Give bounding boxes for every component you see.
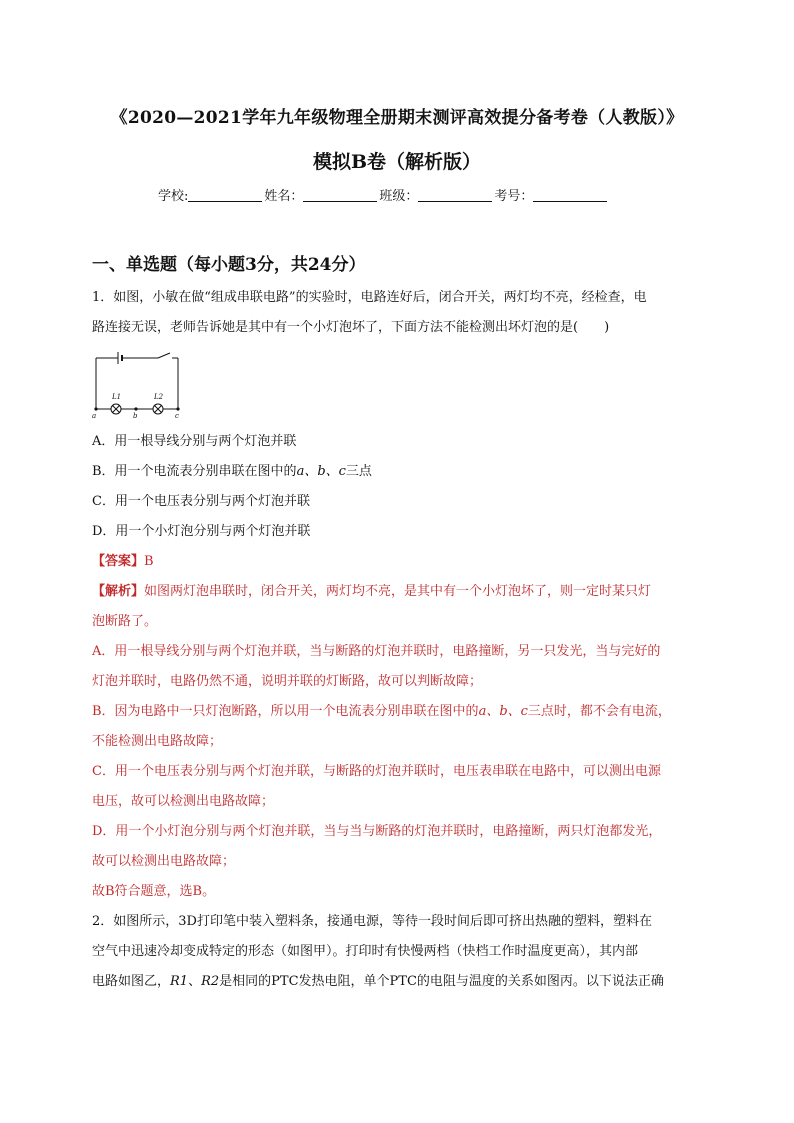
q2-line2: 空气中迅速冷却变成特定的形态（如图甲）。打印时有快慢两档（快档工作时温度更高），其内部: [92, 944, 639, 959]
q1-stem-line: 路连接无误，老师告诉她是其中有一个小灯泡坏了，下面方法不能检测出坏灯泡的是( ): [92, 320, 610, 335]
switch-blade: [158, 353, 170, 358]
q2-line3: [92, 967, 702, 997]
q2-line3-text-end: 是相同的PTC发热电阻，单个PTC的电阻与温度的关系如图丙。以下说法正确: [219, 974, 664, 989]
explain-a-line1: A．用一根导线分别与两个灯泡并联，当与断路的灯泡并联时，电路撞断，另一只发光，当与完好的: [92, 644, 661, 659]
q1-options: [92, 427, 702, 997]
answer-value: B: [144, 554, 154, 569]
explain-b-line2: 不能检测出电路故障；: [92, 734, 223, 749]
analysis-tag: 【解析】: [92, 584, 145, 599]
student-info-row: [158, 185, 609, 204]
school-label: 学校:: [158, 189, 189, 204]
option-d: D．用一个小灯泡分别与两个灯泡并联: [92, 524, 311, 539]
option-b-text: B．用一个电流表分别串联在图中的: [92, 464, 297, 479]
r1-symbol: R1: [170, 974, 189, 989]
node-a: [94, 407, 97, 410]
circuit-diagram: [90, 348, 190, 420]
option-c: C．用一个电压表分别与两个灯泡并联: [92, 494, 310, 509]
conclusion: 故B符合题意，选B。: [92, 884, 216, 899]
explain-b-line1: [92, 697, 702, 727]
q1-stem-line: 1．如图，小敏在做“组成串联电路”的实验时，电路连好后，闭合开关，两灯均不亮，经检查，电: [92, 290, 647, 305]
explain-c-line2: 电压，故可以检测出电路故障；: [92, 794, 275, 809]
explain-b-vars: a、b、c: [478, 704, 528, 719]
name-label: 姓名：: [264, 189, 304, 204]
name-blank: [303, 188, 377, 202]
explain-d-line1: D．用一个小灯泡分别与两个灯泡并联，当与当与断路的灯泡并联时，电路撞断，两只灯泡都发光，: [92, 824, 662, 839]
id-blank: [533, 188, 607, 202]
document-title: 《2020—2021学年九年级物理全册期末测评高效提分备考卷（人教版）》: [110, 108, 684, 128]
answer-line: [92, 547, 702, 577]
explain-b-text-end: 三点时，都不会有电流，: [527, 704, 671, 719]
id-label: 考号：: [494, 189, 534, 204]
r2-symbol: R2: [201, 974, 220, 989]
label-l2: L2: [154, 393, 164, 401]
q2-line1: 2．如图所示，3D打印笔中装入塑料条，接通电源，等待一段时间后即可挤出热融的塑料，塑料在: [92, 914, 652, 929]
section-title: 一、单选题（每小题3分，共24分）: [92, 255, 366, 275]
analysis-text: 如图两灯泡串联时，闭合开关，两灯均不亮，是其中有一个小灯泡坏了，则一定时某只灯: [144, 584, 652, 599]
option-b: [92, 457, 702, 487]
node-b: [134, 407, 137, 410]
label-b: b: [133, 412, 138, 420]
class-label: 班级：: [379, 189, 419, 204]
option-a: A．用一根导线分别与两个灯泡并联: [92, 434, 297, 449]
option-b-vars: a、b、c: [296, 464, 346, 479]
node-c: [176, 407, 179, 410]
school-blank: [188, 188, 262, 202]
q2-line3-text: 电路如图乙，: [92, 974, 171, 989]
class-blank: [418, 188, 492, 202]
explain-a-line2: 灯泡并联时，电路仍然不通，说明并联的灯断路，故可以判断故障；: [92, 674, 483, 689]
label-a: a: [92, 412, 97, 420]
answer-tag: 【答案】: [92, 554, 145, 569]
label-c: c: [175, 412, 179, 420]
q1-stem: [92, 283, 702, 343]
explain-b-text: B．因为电路中一只灯泡断路，所以用一个电流表分别串联在图中的: [92, 704, 479, 719]
explain-c-line1: C．用一个电压表分别与两个灯泡并联，与断路的灯泡并联时，电压表串联在电路中，可以测出电源: [92, 764, 661, 779]
analysis-line-2: 泡断路了。: [92, 614, 158, 629]
explain-d-line2: 故可以检测出电路故障；: [92, 854, 236, 869]
analysis-line: [92, 577, 702, 607]
label-l1: L1: [112, 393, 122, 401]
q2-line3-sep: 、: [188, 974, 202, 989]
option-b-text-end: 三点: [345, 464, 372, 479]
document-subtitle: 模拟B卷（解析版）: [312, 151, 482, 173]
